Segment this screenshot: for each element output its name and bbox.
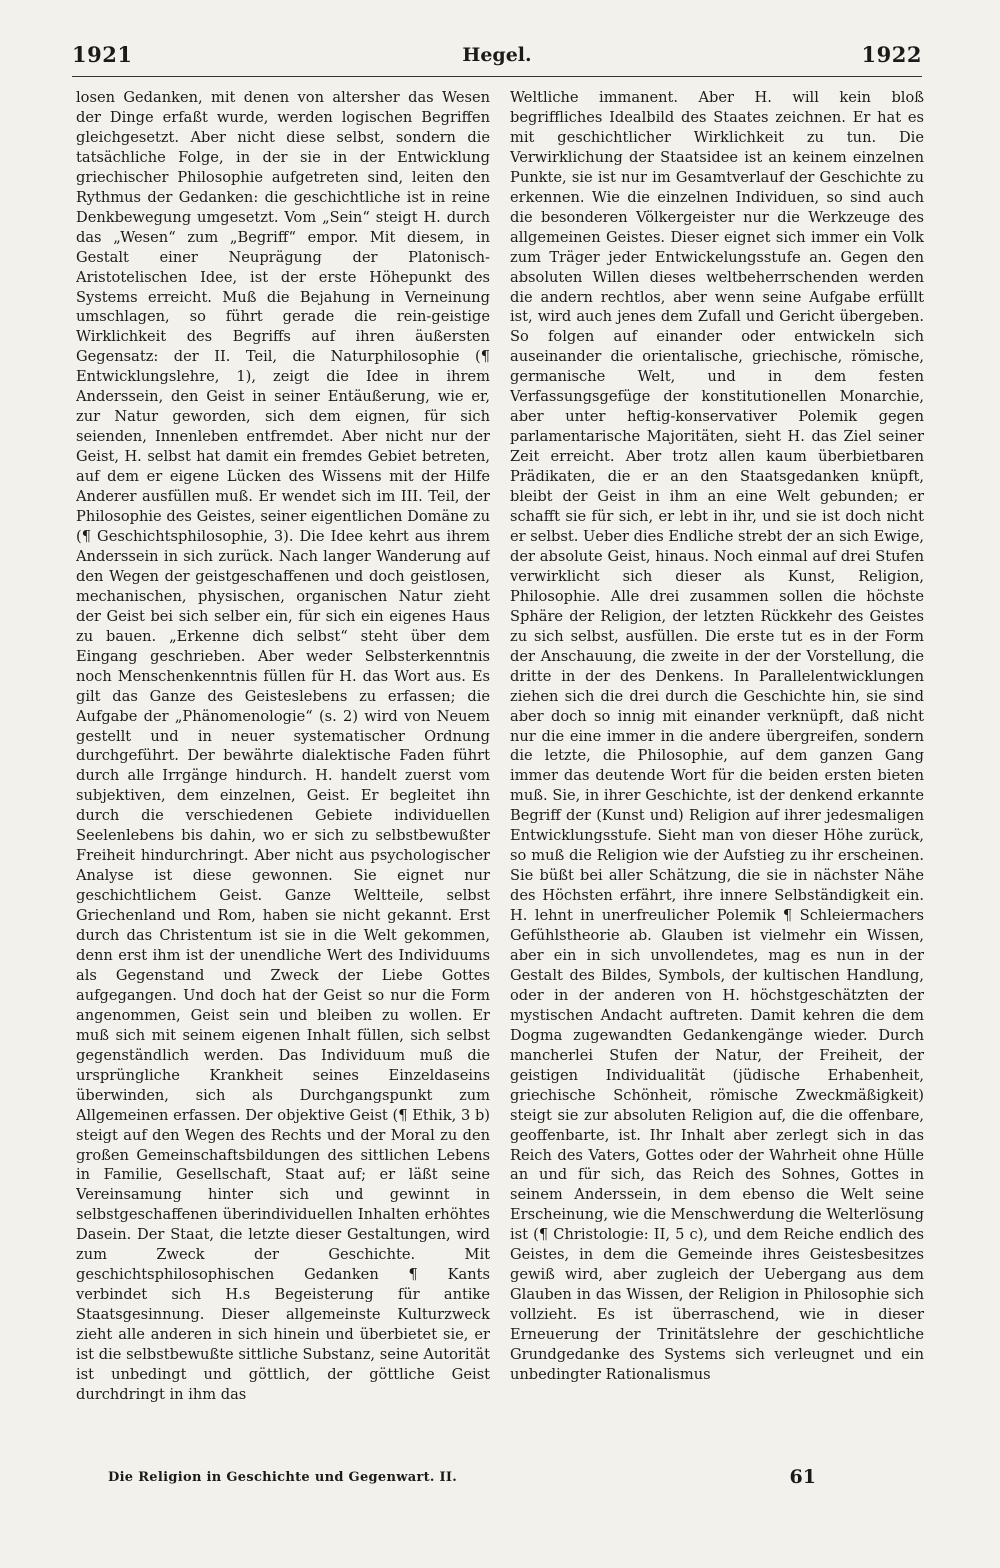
- header-rule: [72, 76, 922, 77]
- page-header: [72, 36, 922, 74]
- right-column-number: 1922: [861, 42, 922, 67]
- signature-number: 61: [789, 1466, 816, 1488]
- publication-title: Die Religion in Geschichte und Gegenwart. II.: [108, 1470, 458, 1485]
- running-head: Hegel.: [462, 44, 532, 66]
- left-column-text: losen Gedanken, mit denen von altersher das Wesen der Dinge erfaßt wurde, werden logischen Begriffen gleichgesetzt. Aber nicht diese selbst, sondern die tatsächliche Folge, in der sie in der Entwicklung griechischer Philosophie aufgetreten sind, leiten den Rythmus der Gedanken: die geschichtliche ist in reine Denkbewegung umgesetzt. Vom „Sein“ steigt H. durch das „Wesen“ zum „Begriff“ empor. Mit diesem, in Gestalt einer Neuprägung der Platonisch-Aristotelischen Idee, ist der erste Höhepunkt des Systems erreicht. Muß die Bejahung in Verneinung umschlagen, so führt gerade die rein-geistige Wirklichkeit des Begriffs auf ihren äußersten Gegensatz: der II. Teil, die Naturphilosophie (¶ Entwicklungslehre, 1), zeigt die Idee in ihrem Anderssein, den Geist in seiner Entäußerung, wie er, zur Natur geworden, sich dem eignen, für sich seienden, Innenleben entfremdet. Aber nicht nur der Geist, H. selbst hat damit ein fremdes Gebiet betreten, auf dem er eigene Lücken des Wissens mit der Hilfe Anderer ausfüllen muß. Er wendet sich im III. Teil, der Philosophie des Geistes, seiner eigentlichen Domäne zu (¶ Geschichtsphilosophie, 3). Die Idee kehrt aus ihrem Anderssein in sich zurück. Nach langer Wanderung auf den Wegen der geistgeschaffenen und doch geistlosen, mechanischen, physischen, organischen Natur zieht der Geist bei sich selber ein, für sich ein eigenes Haus zu bauen. „Erkenne dich selbst“ steht über dem Eingang geschrieben. Aber weder Selbsterkenntnis noch Menschenkenntnis füllen für H. das Wort aus. Es gilt das Ganze des Geisteslebens zu erfassen; die Aufgabe der „Phänomenologie“ (s. 2) wird von Neuem gestellt und in neuer systematischer Ordnung durchgeführt. Der bewährte dialektische Faden führt durch alle Irrgänge hindurch. H. handelt zuerst vom subjektiven, dem einzelnen, Geist. Er begleitet ihn durch die verschiedenen Gebiete individuellen Seelenlebens bis dahin, wo er sich zu selbstbewußter Freiheit hindurchringt. Aber nicht aus psychologischer Analyse ist diese gewonnen. Sie eignet nur geschichtlichem Geist. Ganze Weltteile, selbst Griechenland und Rom, haben sie nicht gekannt. Erst durch das Christentum ist sie in die Welt gekommen, denn erst ihm ist der unendliche Wert des Individuums als Gegenstand und Zweck der Liebe Gottes aufgegangen. Und doch hat der Geist so nur die Form angenommen, Geist sein und bleiben zu wollen. Er muß sich mit seinem eigenen Inhalt füllen, sich selbst gegenständlich werden. Das Individuum muß die ursprüngliche Krankheit seines Einzeldaseins überwinden, sich als Durchgangspunkt zum Allgemeinen erfassen. Der objektive Geist (¶ Ethik, 3 b) steigt auf den Wegen des Rechts und der Moral zu den großen Gemeinschaftsbildungen des sittlichen Lebens in Familie, Gesellschaft, Staat auf; er läßt seine Vereinsamung hinter sich und gewinnt in selbstgeschaffenen überindividuellen Inhalten erhöhtes Dasein. Der Staat, die letzte dieser Gestaltungen, wird zum Zweck der Geschichte. Mit geschichtsphilosophischen Gedanken ¶ Kants verbindet sich H.s Begeisterung für antike Staatsgesinnung. Dieser allgemeinste Kulturzweck zieht alle anderen in sich hinein und überbietet sie, er ist die selbstbewußte sittliche Substanz, seine Autorität ist unbedingt und göttlich, der göttliche Geist durchdringt in ihm das: [76, 89, 490, 1403]
- right-column-text: Weltliche immanent. Aber H. will kein bloß begriffliches Idealbild des Staates zeichnen. Er hat es mit geschichtlicher Wirklichkeit zu tun. Die Verwirklichung der Staatsidee ist an keinem einzelnen Punkte, sie ist nur im Gesamtverlauf der Geschichte zu erkennen. Wie die einzelnen Individuen, so sind auch die besonderen Völkergeister nur die Werkzeuge des allgemeinen Geistes. Dieser eignet sich immer ein Volk zum Träger jeder Entwickelungsstufe an. Gegen den absoluten Willen dieses weltbeherrschenden werden die andern rechtlos, aber wenn seine Aufgabe erfüllt ist, wird auch jenes dem Zufall und Gericht übergeben. So folgen auf einander oder entwickeln sich auseinander die orientalische, griechische, römische, germanische Welt, und in dem festen Verfassungsgefüge der konstitutionellen Monarchie, aber unter heftig-konservativer Polemik gegen parlamentarische Majoritäten, sieht H. das Ziel seiner Zeit erreicht. Aber trotz allen kaum überbietbaren Prädikaten, die er an den Staatsgedanken knüpft, bleibt der Geist in ihm an eine Welt gebunden; er schafft sie für sich, er lebt in ihr, und sie ist doch nicht er selbst. Ueber dies Endliche strebt der an sich Ewige, der absolute Geist, hinaus. Noch einmal auf drei Stufen verwirklicht sich dieser als Kunst, Religion, Philosophie. Alle drei zusammen sollen die höchste Sphäre der Religion, der letzten Rückkehr des Geistes zu sich selbst, ausfüllen. Die erste tut es in der Form der Anschauung, die zweite in der der Vorstellung, die dritte in der des Denkens. In Parallelentwicklungen ziehen sich die drei durch die Geschichte hin, sie sind aber doch so innig mit einander verknüpft, daß nicht nur die eine immer in die andere übergreifen, sondern die letzte, die Philosophie, auf dem ganzen Gang immer das deutende Wort für die beiden ersten bieten muß. Sie, in ihrer Geschichte, ist der denkend erkannte Begriff der (Kunst und) Religion auf ihrer jedesmaligen Entwicklungsstufe. Sieht man von dieser Höhe zurück, so muß die Religion wie der Aufstieg zu ihr erscheinen. Sie büßt bei aller Schätzung, die sie in nächster Nähe des Höchsten erfährt, ihre innere Selbständigkeit ein. H. lehnt in unerfreulicher Polemik ¶ Schleiermachers Gefühlstheorie ab. Glauben ist vielmehr ein Wissen, aber ein in sich unvollendetes, mag es nun in der Gestalt des Bildes, Symbols, der kultischen Handlung, oder in der anderen von H. höchstgeschätzten der mystischen Andacht auftreten. Damit kehren die dem Dogma zugewandten Gedankengänge wieder. Durch mancherlei Stufen der Natur, der Freiheit, der geistigen Individualität (jüdische Erhabenheit, griechische Schönheit, römische Zweckmäßigkeit) steigt sie zur absoluten Religion auf, die die offenbare, geoffenbarte, ist. Ihr Inhalt aber zerlegt sich in das Reich des Vaters, Gottes oder der Wahrheit ohne Hülle an und für sich, das Reich des Sohnes, Gottes in seinem Anderssein, in dem ebenso die Welt seine Erscheinung, wie die Menschwerdung die Welterlösung ist (¶ Christologie: II, 5 c), und dem Reiche endlich des Geistes, in dem die Gemeinde ihres Geistesbesitzes gewiß wird, aber zugleich der Uebergang aus dem Glauben in das Wissen, der Religion in Philosophie sich vollzieht. Es ist überraschend, wie in dieser Erneuerung der Trinitätslehre der geschichtliche Grundgedanke des Systems sich verleugnet und ein unbedingter Rationalismus: [510, 89, 924, 1383]
- page-footer: [108, 1464, 900, 1494]
- left-column-number: 1921: [72, 42, 133, 67]
- left-text-column: [76, 88, 490, 1462]
- right-text-column: [510, 88, 924, 1462]
